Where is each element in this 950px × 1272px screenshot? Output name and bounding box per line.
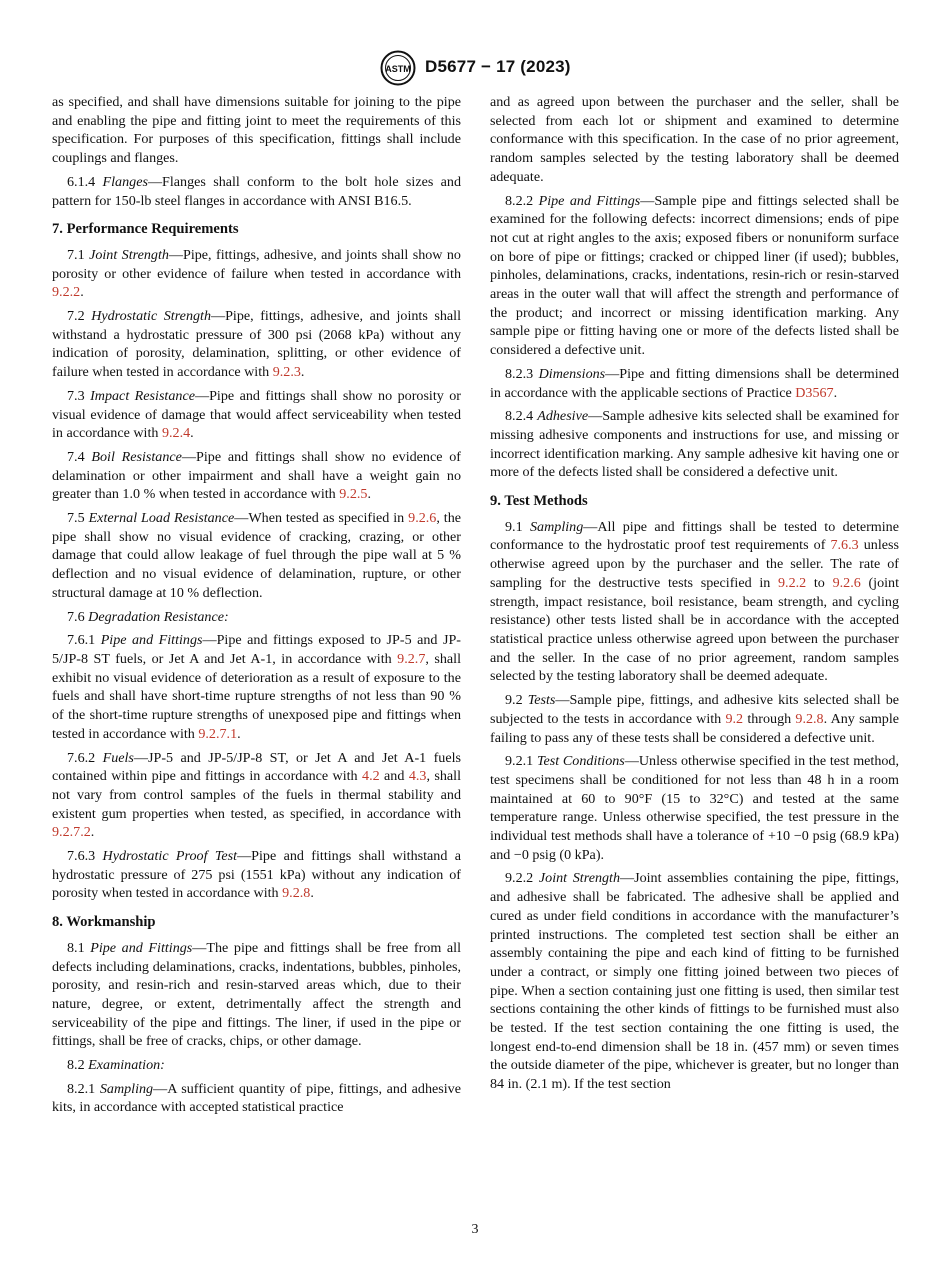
section-8-2: 8.2 Examination: bbox=[67, 1057, 165, 1074]
left-column bbox=[52, 93, 461, 1122]
section-9-1: 9.1 Sampling—All pipe and fittings shall be tested to determine conformance to the hydrostatic proof test requirements of 7.6.3 unless otherwise agreed upon by the purchaser and the seller. The rate of sampling for the destructive tests specified in 9.2.2 to 9.2.6 (joint strength, impact resistance, boil resistance, beam strength, and cycling resistance) other tests listed shall be in accordance with the accepted statistical practice unless otherwise agreed upon between the purchaser and the seller. In the case of no prior agreement, random samples selected by the testing laboratory shall be deemed adequate. bbox=[490, 518, 900, 685]
ref-link[interactable]: D3567 bbox=[795, 384, 834, 401]
astm-logo-text: ASTM bbox=[385, 64, 411, 74]
section-7-6: 7.6 Degradation Resistance: bbox=[67, 608, 229, 625]
section-7-4: 7.4 Boil Resistance—Pipe and fittings shall show no evidence of delamination or other impairment and shall have a weight gain no greater than 1.0 % when tested in accordance with 9.2.5. bbox=[52, 448, 461, 503]
ref-link[interactable]: 9.2.7.1 bbox=[198, 725, 238, 742]
section-8-2-3: 8.2.3 Dimensions—Pipe and fitting dimensions shall be determined in accordance with the applicable sections of Practice D3567. bbox=[490, 365, 899, 401]
page-header bbox=[0, 50, 950, 86]
ref-link[interactable]: 4.3 bbox=[408, 768, 427, 785]
ref-link[interactable]: 9.2 bbox=[725, 710, 744, 727]
section-7-5: 7.5 External Load Resistance—When tested as specified in 9.2.6, the pipe shall show no visual evidence of cracking, crazing, or other damage that could allow leakage of fuel through the pipe wall at 5 % deflection and no visual evidence of delamination, rupture, or other structural damage at 10 % deflection. bbox=[52, 510, 462, 601]
section-7-2: 7.2 Hydrostatic Strength—Pipe, fittings, adhesive, and joints shall withstand a hydrostatic pressure of 300 psi (2068 kPa) without any indication of porosity, delamination, splitting, or other evidence of failure when tested in accordance with 9.2.3. bbox=[52, 308, 461, 381]
section-9-2: 9.2 Tests—Sample pipe, fittings, and adhesive kits selected shall be subjected to the tests in accordance with 9.2 through 9.2.8. Any sample failing to pass any of these tests shall be considered a defective unit. bbox=[490, 692, 899, 746]
ref-link[interactable]: 9.2.6 bbox=[832, 574, 861, 591]
section-7-6-2: 7.6.2 Fuels—JP-5 and JP-5/JP-8 ST, or Jet A and Jet A-1 fuels contained within pipe and fittings in accordance with 4.2 and 4.3, shall not vary from control samples of the fuels in thermal stability and existent gum properties when tested, as specified, in accordance with 9.2.7.2. bbox=[52, 749, 461, 841]
ref-link[interactable]: 9.2.4 bbox=[161, 425, 191, 442]
section-9-2-2: 9.2.2 Joint Strength—Joint assemblies containing the pipe, fittings, and adhesive shall be fabricated. The adhesive shall be applied and cured as under field conditions in accordance with the manufacturer’s printed instructions. The completed test section shall be either an assembly containing the pipe and each kind of fitting to be furnished under a contract, or simply one fitting joined between two pieces of pipe. When a section containing just one fitting is used, then similar test sections containing the other kinds of fittings to be furnished must also be tested. If the test section containing the one fitting is used, the longest end-to-end dimension shall be 18 in. (457 mm) or seven times the outside diameter of the pipe, whichever is greater, but no longer than 84 in. (2.1 m). If the test section bbox=[490, 870, 900, 1093]
ref-link[interactable]: 9.2.3 bbox=[272, 364, 301, 381]
right-column bbox=[490, 93, 899, 1099]
section-7-6-1: 7.6.1 Pipe and Fittings—Pipe and fittings exposed to JP-5 and JP-5/JP-8 ST fuels, or Jet A and Jet A-1, in accordance with 9.2.7, shall exhibit no visual evidence of deterioration as a result of exposure to the fuels and shall have short-time rupture strengths of not less than 90 % of the short-time rupture strengths of unexposed pipe and fittings when tested in accordance with 9.2.7.1. bbox=[52, 632, 461, 742]
ref-link[interactable]: 9.2.7 bbox=[397, 650, 426, 667]
heading-performance-requirements: 7. Performance Requirements bbox=[52, 221, 239, 238]
paragraph-continued: and as agreed upon between the purchaser and the seller, shall be selected from each lot or shipment and examined to determine conformance with this specification. In the case of no prior agreement, random samples selected by the testing laboratory shall be deemed adequate. bbox=[490, 94, 899, 185]
ref-link[interactable]: 9.2.2 bbox=[778, 574, 807, 591]
section-7-3: 7.3 Impact Resistance—Pipe and fittings shall show no porosity or visual evidence of damage that would affect serviceability when tested in accordance with 9.2.4. bbox=[52, 387, 461, 442]
section-7-6-3: 7.6.3 Hydrostatic Proof Test—Pipe and fittings shall withstand a hydrostatic pressure of 275 psi (1551 kPa) without any indication of porosity when tested in accordance with 9.2.8. bbox=[52, 848, 461, 902]
page-number: 3 bbox=[471, 1222, 479, 1237]
paragraph-continued: as specified, and shall have dimensions suitable for joining to the pipe and enabling the pipe and fitting joint to meet the requirements of this specification. For purposes of this specification, fittings shall include couplings and flanges. bbox=[52, 94, 461, 167]
section-9-2-1: 9.2.1 Test Conditions—Unless otherwise specified in the test method, test specimens shall be conditioned for not less than 48 h in a room maintained at 60 to 90°F (15 to 32°C) and tested at the same temperature range. Unless otherwise specified, the test pressure in the individual test methods shall have a tolerance of +10 −0 psig (68.9 kPa) and −0 psig (0 kPa). bbox=[490, 753, 899, 863]
ref-link[interactable]: 9.2.8 bbox=[282, 885, 311, 902]
standard-designation: D5677 − 17 (2023) bbox=[425, 57, 571, 76]
ref-link[interactable]: 7.6.3 bbox=[830, 537, 859, 554]
astm-logo-icon bbox=[380, 50, 416, 86]
ref-link[interactable]: 9.2.8 bbox=[795, 710, 824, 727]
section-8-1: 8.1 Pipe and Fittings—The pipe and fittings shall be free from all defects including delaminations, cracks, indentations, bubbles, pinholes, porosity, and resin-rich and resin-starved areas which, due to their nature, degree, or extent, detrimentally affect the strength and serviceability of the pipe and fittings. The liner, if used in the pipe or fittings, shall be free of cracks, chips, or other damage. bbox=[52, 939, 461, 1050]
section-8-2-2: 8.2.2 Pipe and Fittings—Sample pipe and fittings selected shall be examined for the following defects: incorrect dimensions; ends of pipe not cut at right angles to the axis; exposed fibers or nonuniform surface on bore of pipe or fittings; cracked or chipped liner (if used); bubbles, pinholes, delaminations, cracks, indentations, resin-rich or resin-starved areas in the outer wall that will affect the strength and performance of the product; and incorrect or missing identification marking. Any sample pipe or fitting having one or more of the defects listed shall be considered a defective unit. bbox=[490, 192, 899, 359]
section-8-2-4: 8.2.4 Adhesive—Sample adhesive kits selected shall be examined for missing adhesive components and instructions for use, and missing or incorrect identification marking. Any sample adhesive kit having one or more of the defects listed shall be considered a defective unit. bbox=[490, 408, 899, 481]
heading-test-methods: 9. Test Methods bbox=[490, 493, 588, 510]
section-7-1: 7.1 Joint Strength—Pipe, fittings, adhesive, and joints shall show no porosity or other evidence of failure when tested in accordance with 9.2.2. bbox=[52, 246, 461, 301]
ref-link[interactable]: 9.2.2 bbox=[52, 284, 81, 301]
section-8-2-1: 8.2.1 Sampling—A sufficient quantity of pipe, fittings, and adhesive kits, in accordance with accepted statistical practice bbox=[52, 1080, 461, 1116]
ref-link[interactable]: 9.2.7.2 bbox=[52, 824, 91, 841]
ref-link[interactable]: 4.2 bbox=[362, 768, 380, 785]
section-6-1-4: 6.1.4 Flanges—Flanges shall conform to the bolt hole sizes and pattern for 150-lb steel flanges in accordance with ANSI B16.5. bbox=[52, 173, 462, 209]
ref-link[interactable]: 9.2.6 bbox=[408, 510, 437, 527]
ref-link[interactable]: 9.2.5 bbox=[339, 486, 368, 503]
heading-workmanship: 8. Workmanship bbox=[52, 914, 156, 931]
